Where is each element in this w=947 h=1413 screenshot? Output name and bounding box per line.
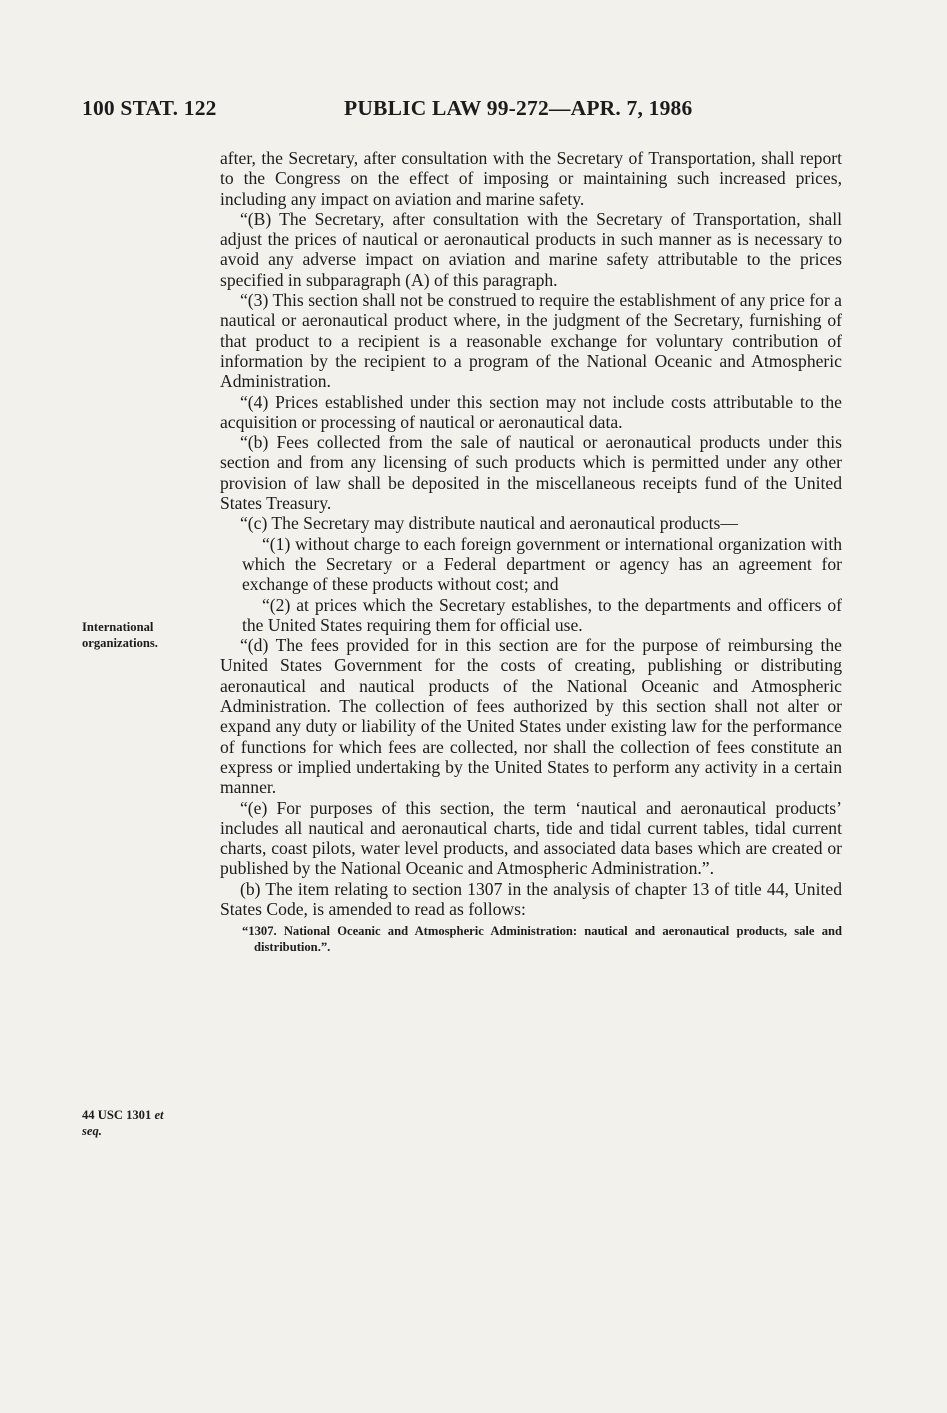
paragraph-4-costs: “(4) Prices established under this section may not include costs attributable to the acquisition or processing of nautical or aeronautical data. — [220, 391, 842, 432]
paragraph-b-fees-collected: “(b) Fees collected from the sale of nautical or aeronautical products under this section and from any licensing of such products which is permitted under any other provision of law shall be deposited in the miscellaneous receipts fund of the United States Treasury. — [220, 432, 842, 514]
statute-page-reference: 100 STAT. 122 — [82, 96, 217, 120]
paragraph-b-amendment: (b) The item relating to section 1307 in the analysis of chapter 13 of title 44, United States Code, is amended to read as follows: — [220, 878, 842, 919]
paragraph-b-adjust-prices: “(B) The Secretary, after consultation with the Secretary of Transportation, shall adjust the prices of nautical or aeronautical products in such manner as is necessary to avoid any adverse impact on aviation and marine safety attributable to the prices specified in subparagraph (A) of this paragraph. — [220, 208, 842, 290]
paragraph-3-no-price: “(3) This section shall not be construed to require the establishment of any price for a nautical or aeronautical product where, in the judgment of the Secretary, furnishing of that product to a recipient is a reasonable exchange for voluntary contribution of information by the recipient to a program of the National Oceanic and Atmospheric Administration. — [220, 290, 842, 392]
page-header — [82, 96, 842, 126]
paragraph-e-definition: “(e) For purposes of this section, the term ‘nautical and aeronautical products’ includes all nautical and aeronautical charts, tide and tidal current tables, tidal current charts, coast pilots, water level products, and associated data bases which are created or published by the National Oceanic and Atmospheric Administration.”. — [220, 797, 842, 879]
usc-et: et — [154, 1108, 164, 1122]
public-law-title: PUBLIC LAW 99-272—APR. 7, 1986 — [344, 96, 693, 120]
margin-note-usc-citation — [82, 1108, 164, 1139]
paragraph-c-distribute: “(c) The Secretary may distribute nautical and aeronautical products— — [240, 513, 738, 534]
usc-seq: seq. — [82, 1123, 102, 1138]
paragraph-c-2: “(2) at prices which the Secretary establishes, to the departments and officers of the United States requiring them for official use. — [242, 594, 842, 635]
margin-note-line: International — [82, 620, 154, 634]
analysis-item-1307: “1307. National Oceanic and Atmospheric Administration: nautical and aeronautical products, sale and distribution.”. — [242, 924, 842, 955]
statute-body — [220, 148, 842, 955]
margin-note-line: organizations. — [82, 635, 158, 650]
paragraph-c-1: “(1) without charge to each foreign government or international organization with which the Secretary or a Federal department or agency has an agreement for exchange of these products without cost; and — [242, 533, 842, 595]
usc-section: 44 USC 1301 — [82, 1108, 152, 1122]
margin-note-line — [82, 1108, 164, 1124]
paragraph-d-fees-purpose: “(d) The fees provided for in this section are for the purpose of reimbursing the United States Government for the costs of creating, publishing or distributing aeronautical and nautical products of the National Oceanic and Atmospheric Administration. The collection of fees authorized by this section shall not alter or expand any duty or liability of the United States under existing law for the performance of functions for which fees are collected, nor shall the collection of fees constitute an express or implied undertaking by the United States to perform any activity in a certain manner. — [220, 635, 842, 798]
paragraph-report-continuation: after, the Secretary, after consultation with the Secretary of Transportation, shall report to the Congress on the effect of imposing or maintaining such increased prices, including any impact on aviation and marine safety. — [220, 148, 842, 209]
margin-note-line — [82, 1124, 164, 1140]
margin-note-international-organizations — [82, 620, 158, 651]
